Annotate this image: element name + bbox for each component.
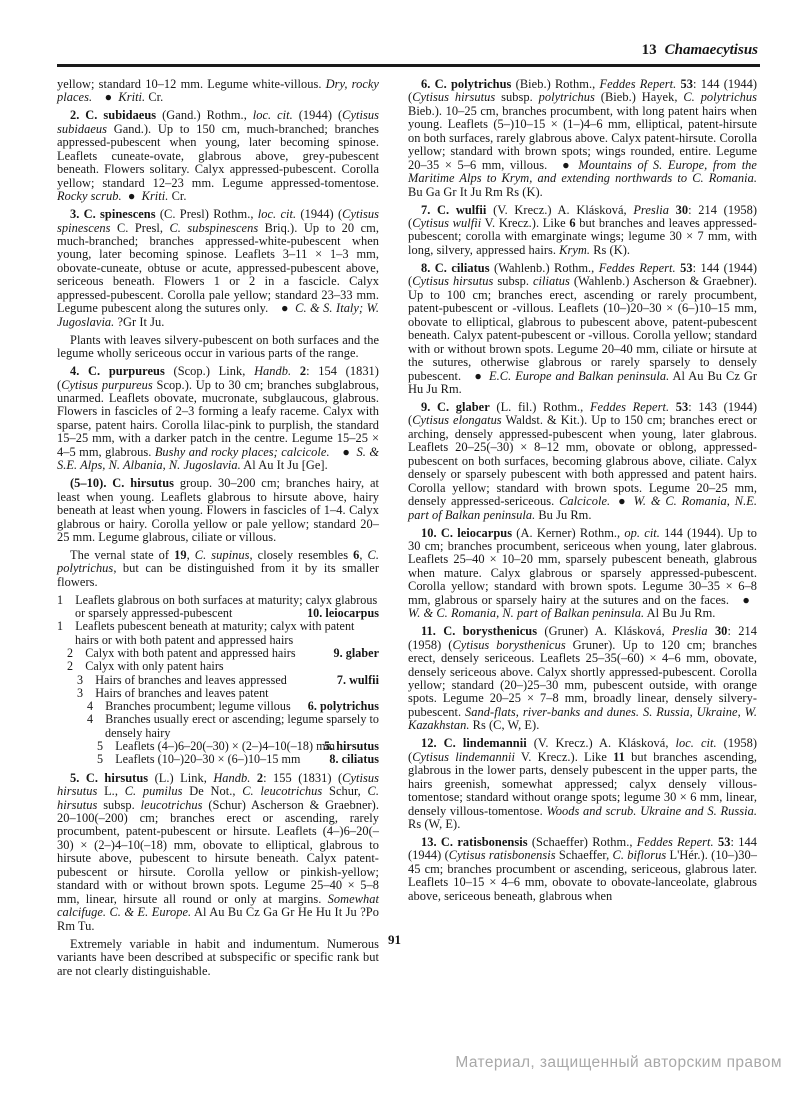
key-row [97,753,379,766]
key-row [87,713,379,740]
species-10-leiocarpus: 10. C. leiocarpus (A. Kerner) Rothm., op. cit. 144 (1944). Up to 30 cm; branches procumbent, sericeous when young, later glabrous. Leaflets 25–40 × 10–20 mm, sparsely pubescent beneath, glabrous when mature. Calyx glabrous or sparsely appressed-pubescent. Corolla yellow; standard with brown spots. Legume 30–35 × 6–8 mm, glabrous or sparsely hairy at the sutures and on the faces. ● W. & C. Romania, N. part of Balkan peninsula. Al Bu Ju Rm. [408,525,757,621]
key-row [77,674,379,687]
left-column [57,78,379,982]
species-11-borysthenicus: 11. C. borysthenicus (Gruner) A. Klásková, Preslia 30: 214 (1958) (Cytisus borysthenicus Gruner). Up to 120 cm; branches erect, densely sericeous. Leaflets 25–35(–60) × 4–6 mm, obovate, densely sericeous above. Calyx shortly appressed-pubescent. Corolla yellow; standard (20–)25–30 mm, pubescent outside, with orange spots. Legume 20–25 × 7–8 mm, broadly linear, densely silvery-pubescent. Sand-flats, river-banks and dunes. S. Russia, Ukraine, W. Kazakhstan. Rs (C, W, E). [408,624,758,733]
genus-name: Chamaecytisus [664,42,758,58]
species-12-lindemannii: 12. C. lindemannii (V. Krecz.) A. Klásková, loc. cit. (1958) (Cytisus lindemannii V. Krecz.). Like 11 but branches ascending, glabrous in the lower parts, densely pubescent in the upper parts, the hairs greenish, somewhat appressed; calyx densely villous-tomentose; standard without orange spots; legume 30 × 6 mm, linear, densely villous-tomentose. Woods and scrub. Ukraine and S. Russia. Rs (W, E). [408,736,758,832]
key-lead-text: 2 Calyx with only patent hairs [67,659,224,674]
key-lead-text: 3 Hairs of branches and leaves patent [77,685,269,700]
key-row [87,700,379,713]
key-lead-text: 5 Leaflets (4–)6–20(–30) × (2–)4–10(–18) mm [97,739,336,754]
page-number: 91 [388,932,401,947]
species-5-hirsutus: 5. C. hirsutus (L.) Link, Handb. 2: 155 (1831) (Cytisus hirsutus L., C. pumilus De Not., C. leucotrichus Schur, C. hirsutus subsp. leucotrichus (Schur) Ascherson & Graebner). 20–100(–200) cm; branches erect or ascending, rarely procumbent, patent-pubescent or hirsute. Leaflets (4–)6–20(–30) × (2–)4–10(–18) mm, obovate to elliptical, glabrous to hirsute above, pubescent to hirsute beneath. Calyx patent-pubescent or hirsute. Corolla yellow or pinkish-yellow; standard with or without brown spots. Legume 25–40 × 5–8 mm, linear, hirsute all round or only at margins. Somewhat calcifuge. C. & E. Europe. Al Au Bu Cz Ga Gr He Hu It Ju ?Po Rm Tu. [57,770,379,933]
group-5-10-hirsutus: (5–10). C. hirsutus group. 30–200 cm; branches hairy, at least when young. Leaflets glabrous to hirsute above, hairy beneath at least when young. Flowers in fascicles of 1–4. Calyx glabrous or hairy. Corolla yellow or pale yellow; standard 20–25 mm. Legume glabrous, ciliate or villous. [57,476,380,544]
species-2-subidaeus: 2. C. subidaeus (Gand.) Rothm., loc. cit. (1944) (Cytisus subidaeus Gand.). Up to 150 cm, much-branched; branches appressed-pubescent when young, later becoming spinose. Leaflets cuneate-ovate, glabrous above, grey-pubescent beneath. Flowers solitary. Calyx appressed-pubescent. Corolla yellow; standard 12–23 mm. Legume appressed-tomentose. Rocky scrub. ● Kriti. Cr. [57,108,380,204]
key-species-ref: 7. wulfii [336,672,379,687]
species-3-spinescens: 3. C. spinescens (C. Presl) Rothm., loc. cit. (1944) (Cytisus spinescens C. Presl, C. subspinescens Briq.). Up to 20 cm, much-branched; branches appressed-white-pubescent when young, later becoming spinose. Leaflets 3–11 × 1–3 mm, obovate-cuneate, obtuse or acute, appressed-pubescent above, sericeous beneath. Flowers 1 or 2 in a fascicle. Calyx appressed-pubescent. Corolla pale yellow; standard 23–33 mm. Legume pubescent along the sutures only. ● C. & S. Italy; W. Jugoslavia. ?Gr It Ju. [57,207,379,329]
note-vernal-state: The vernal state of 19, C. supinus, closely resembles 6, C. polytrichus, but can be distinguished from it by its smaller flowers. [57,547,380,589]
continuation-paragraph: yellow; standard 10–12 mm. Legume white-villous. Dry, rocky places. ● Kriti. Cr. [57,77,379,105]
key-lead-text: 2 Calyx with both patent and appressed hairs [67,646,296,660]
key-row [97,740,379,753]
note-silvery-variants: Plants with leaves silvery-pubescent on both surfaces and the legume wholly sericeous occur in various parts of the range. [57,332,379,361]
key-species-ref: 9. glaber [333,646,379,660]
key-species-ref: 5. hirsutus [324,739,379,754]
key-lead-text: 4 Branches procumbent; legume villous [87,699,291,714]
key-row [77,687,379,700]
header-rule [57,64,760,67]
key-species-ref: 10. leiocarpus [307,606,379,621]
species-8-ciliatus: 8. C. ciliatus (Wahlenb.) Rothm., Feddes Repert. 53: 144 (1944) (Cytisus hirsutus subsp. ciliatus (Wahlenb.) Ascherson & Graebner). Up to 100 cm; branches erect, ascending or rarely procumbent, patent-pubescent or -villous. Leaflets (10–)20–30 × (6–)10–15 mm, obovate to elliptical, glabrous to pubescent above, patent-pubescent beneath. Calyx patent-pubescent or -villous. Corolla yellow; standard with or without brown spots. Legume 20–40 mm, ciliate or hirsute at the sutures, otherwise glabrous or rarely sparsely to densely pubescent. ● E.C. Europe and Balkan peninsula. Al Au Bu Cz Gr Hu Ju Rm. [408,260,757,396]
dichotomous-key [57,594,379,767]
key-row [67,647,379,660]
key-lead-text: 4 Branches usually erect or ascending; legume sparsely to densely hairy [87,712,380,740]
key-lead-text: 1 Leaflets glabrous on both surfaces at maturity; calyx glabrous or sparsely appressed-pubescent [57,592,378,621]
species-9-glaber: 9. C. glaber (L. fil.) Rothm., Feddes Repert. 53: 143 (1944) (Cytisus elongatus Waldst. & Kit.). Up to 150 cm; branches erect or arching, densely appressed-pubescent when young, later glabrous. Leaflets 20–25(–30) × 8–12 mm, obovate or oblong, appressed-pubescent on both surfaces, becoming glabrous above, ciliate. Calyx densely or sparsely pubescent with both appressed and patent hairs. Corolla yellow; standard with brown spots. Legume 20–25 mm, densely appressed-sericeous. Calcicole. ● W. & C. Romania, N.E. part of Balkan peninsula. Bu Ju Rm. [408,399,757,522]
species-6-polytrichus: 6. C. polytrichus (Bieb.) Rothm., Feddes Repert. 53: 144 (1944) (Cytisus hirsutus subsp. polytrichus (Bieb.) Hayek, C. polytrichus Bieb.). 10–25 cm, branches procumbent, with long patent hairs when young. Leaflets (5–)10–15 × (1–)4–6 mm, elliptical, patent-hirsute on both surfaces, rarely glabrous above. Calyx patent-hirsute. Corolla yellow; standard with brown spots; wings rounded, entire. Legume 20–35 × 5–6 mm, villous. ● Mountains of S. Europe, from the Maritime Alps to Krym, and extending northwards to C. Romania. Bu Ga Gr It Ju Rm Rs (K). [408,77,758,199]
key-lead-text: 5 Leaflets (10–)20–30 × (6–)10–15 mm [97,752,301,767]
chapter-number: 13 [641,42,657,58]
running-head [642,42,758,59]
key-lead-text: 3 Hairs of branches and leaves appressed [77,672,287,687]
key-row [57,594,379,621]
key-row [67,660,379,673]
species-4-purpureus: 4. C. purpureus (Scop.) Link, Handb. 2: 154 (1831) (Cytisus purpureus Scop.). Up to 30 cm; branches subglabrous, unarmed. Leaflets obovate, mucronate, subglaucous, glabrous. Flowers in fascicles of 2–3 forming a leafy raceme. Calyx with sparse, patent hairs. Corolla lilac-pink to purplish, the standard 15–25 mm, with a darker patch in the centre. Legume 15–25 × 4–5 mm, glabrous. Bushy and rocky places; calcicole. ● S. & S.E. Alps, N. Albania, N. Jugoslavia. Al Au It Ju [Ge]. [57,364,380,473]
key-species-ref: 6. polytrichus [307,699,379,714]
species-7-wulfii: 7. C. wulfii (V. Krecz.) A. Klásková, Preslia 30: 214 (1958) (Cytisus wulfii V. Krecz.). Like 6 but branches and leaves appressed-pubescent; corolla with emarginate wings; legume 30 × 7 mm, with long, silvery, appressed hairs. Krym. Rs (K). [408,202,758,257]
note-variability: Extremely variable in habit and indumentum. Numerous variants have been described at subspecific or specific rank but are not clearly distinguishable. [57,936,379,978]
right-column [408,78,757,908]
species-13-ratisbonensis: 13. C. ratisbonensis (Schaeffer) Rothm., Feddes Repert. 53: 144 (1944) (Cytisus ratisbonensis Schaeffer, C. biflorus L'Hér.). (10–)30–45 cm; branches procumbent or ascending, sericeous, glabrous later. Leaflets 10–15 × 4–6 mm, obovate to obovate-lanceolate, glabrous above, sericeous beneath, glabrous when [408,834,757,903]
copyright-watermark: Материал, защищенный авторским правом [455,1054,782,1071]
key-row [57,620,379,647]
key-lead-text: 1 Leaflets pubescent beneath at maturity; calyx with patent hairs or with both patent and appressed hairs [57,619,355,647]
key-species-ref: 8. ciliatus [329,752,379,767]
